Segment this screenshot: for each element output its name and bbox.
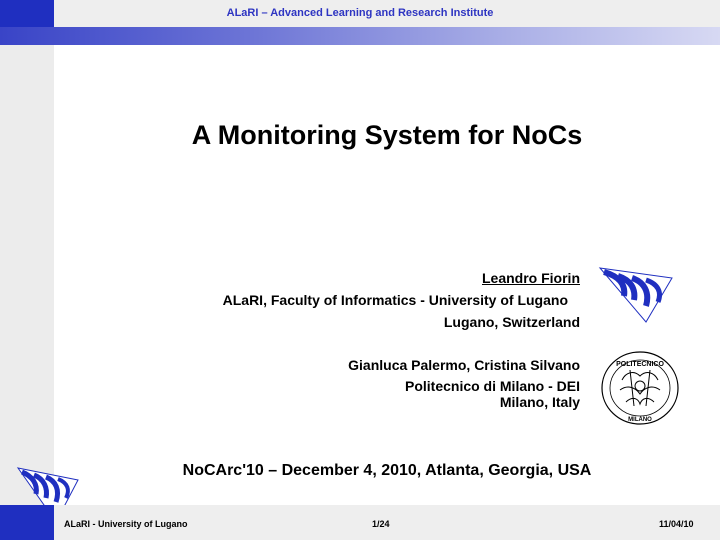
header-gradient-band <box>0 27 720 45</box>
polimi-seal-icon <box>600 350 680 426</box>
slide-title: A Monitoring System for NoCs <box>191 120 583 150</box>
seal-text-top: POLITECNICO <box>616 361 664 368</box>
alari-logo-icon <box>598 266 674 324</box>
author-name: Leandro Fiorin <box>482 270 580 286</box>
header-title: ALaRI – Advanced Learning and Research Institute <box>226 7 494 19</box>
footer-institution: ALaRI - University of Lugano <box>64 519 188 529</box>
location-2: Milano, Italy <box>499 394 580 410</box>
location-1: Lugano, Switzerland <box>443 314 580 330</box>
co-authors: Gianluca Palermo, Cristina Silvano <box>348 357 580 373</box>
seal-text-bottom: MILANO <box>628 417 652 423</box>
footer-page-number: 1/24 <box>372 519 390 529</box>
affiliation-1: ALaRI, Faculty of Informatics - University of Lugano <box>222 292 568 308</box>
footer-date: 11/04/10 <box>659 519 694 529</box>
footer-corner-block <box>0 505 54 540</box>
conference-line: NoCArc'10 – December 4, 2010, Atlanta, Georgia, USA <box>182 462 592 479</box>
affiliation-2: Politecnico di Milano - DEI <box>404 378 580 394</box>
